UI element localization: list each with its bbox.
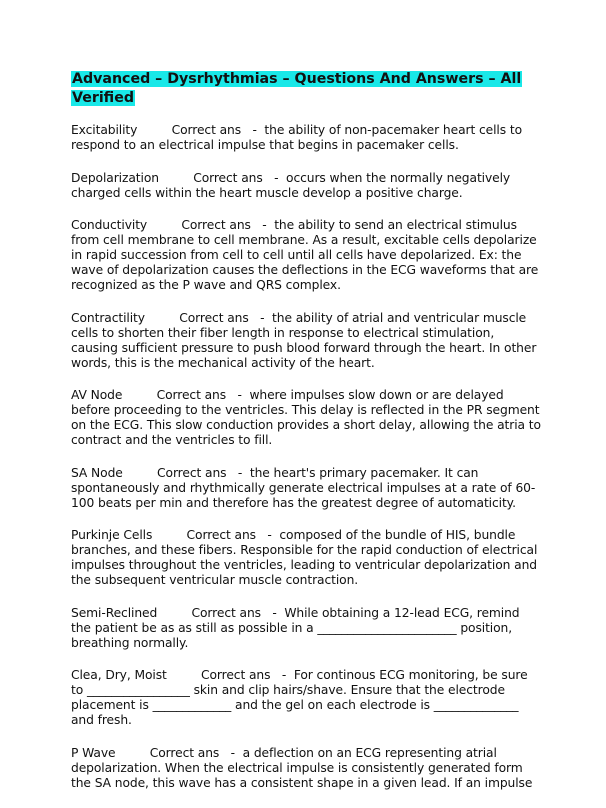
entry-separator: Correct ans - [144, 310, 273, 325]
entry-definition: the heart's primary pacemaker. It can spontaneously and rhythmically generate electrical impulses at a rate of 60-100 beats per min and therefore has the greatest degree of automaticity. [71, 465, 536, 510]
entry-term: Depolarization [71, 170, 159, 185]
qa-entry [71, 528, 541, 588]
qa-entry [71, 466, 541, 511]
entry-definition: the ability to send an electrical stimulus from cell membrane to cell membrane. As a result, excitable cells depolarize in rapid succession from cell to cell until all cells have depolarized. Ex: the wave of depolarization causes the deflections in the ECG waveforms that are recognized as the P wave and QRS complex. [71, 218, 539, 292]
qa-entry [71, 388, 541, 448]
entry-term: Purkinje Cells [71, 528, 153, 542]
entry-definition: the ability of non-pacemaker heart cells to respond to an electrical impulse that begins in pacemaker cells. [71, 123, 523, 152]
entry-separator: Correct ans - [137, 123, 265, 137]
entry-term: Contractility [71, 310, 145, 325]
entry-separator: Correct ans - [157, 605, 285, 620]
entry-term: Semi-Reclined [71, 605, 158, 620]
entry-definition: a deflection on an ECG representing atrial depolarization. When the electrical impulse is consistently generated form the SA node, this wave has a consistent shape in a given lead. If an impulse [71, 745, 533, 790]
entry-term: Conductivity [71, 218, 148, 232]
entry-separator: Correct ans - [115, 745, 243, 760]
title-highlight: Advanced – Dysrhythmias – Questions And Answers – All Verified [72, 71, 522, 106]
entry-term: Clea, Dry, Moist [71, 668, 167, 682]
entry-term: P Wave [71, 745, 116, 760]
qa-entry [71, 746, 541, 791]
entry-definition: composed of the bundle of HIS, bundle branches, and these fibers. Responsible for the rapid conduction of electrical impulses throughout the ventricles, leading to ventricular depolarization and the subsequent ventricular muscle contraction. [71, 528, 538, 587]
entry-definition: the ability of atrial and ventricular muscle cells to shorten their fiber length in response to electrical stimulation, causing sufficient pressure to push blood forward through the heart. In other words, this is the mechanical activity of the heart. [71, 310, 537, 370]
entry-separator: Correct ans - [122, 465, 250, 480]
qa-entry [71, 171, 541, 201]
entry-definition: where impulses slow down or are delayed before proceeding to the ventricles. This delay is reflected in the PR segment on the ECG. This slow conduction provides a short delay, allowing the atria to contract and the ventricles to fill. [71, 388, 541, 447]
entry-term: SA Node [71, 465, 123, 480]
entry-separator: Correct ans - [147, 218, 275, 232]
qa-entry [71, 311, 541, 371]
qa-entry [71, 123, 541, 153]
qa-entry [71, 218, 541, 293]
entry-separator: Correct ans - [152, 528, 280, 542]
entry-separator: Correct ans - [158, 170, 287, 185]
entry-separator: Correct ans - [122, 388, 250, 402]
entry-definition: occurs when the normally negatively charged cells within the heart muscle develop a positive charge. [71, 170, 511, 200]
document-title [71, 70, 541, 108]
qa-entry [71, 606, 541, 651]
qa-entry [71, 668, 541, 728]
document-page [71, 70, 541, 808]
entry-term: AV Node [71, 388, 123, 402]
entry-definition: For continous ECG monitoring, be sure to _________________ skin and clip hairs/shave. Ensure that the electrode placement is _____________ and the gel on each electrode is ______________ and fresh. [71, 668, 528, 727]
entry-separator: Correct ans - [166, 668, 294, 682]
entry-term: Excitability [71, 123, 138, 137]
entry-definition: While obtaining a 12-lead ECG, remind the patient be as as still as possible in a _______________________ position, breathing normally. [71, 605, 520, 650]
